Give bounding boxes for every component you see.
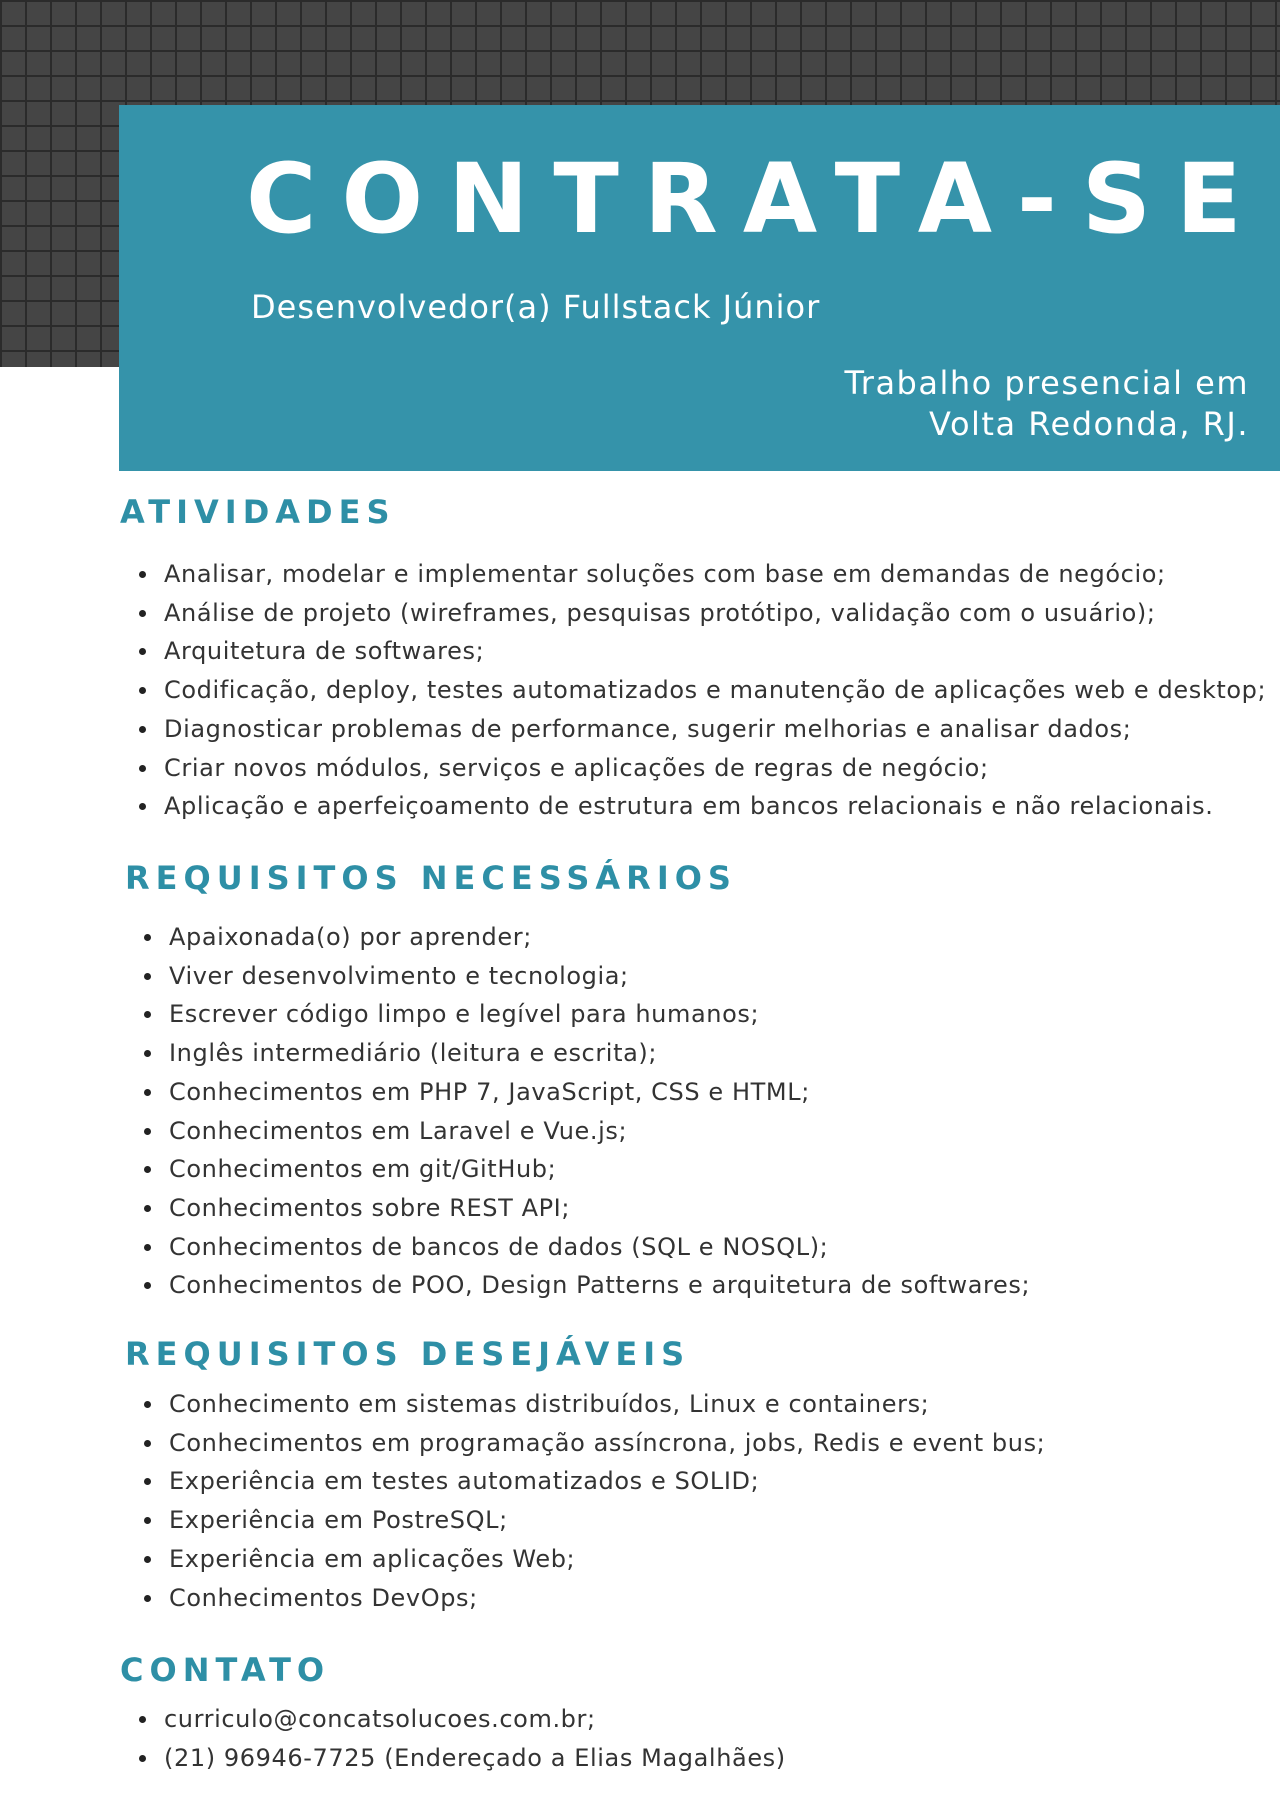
list-item: (21) 96946-7725 (Endereçado a Elias Magalhães) bbox=[132, 1739, 786, 1778]
list-item: Apaixonada(o) por aprender; bbox=[137, 918, 1030, 957]
list-item: Conhecimentos DevOps; bbox=[137, 1579, 1045, 1618]
job-title: Desenvolvedor(a) Fullstack Júnior bbox=[251, 288, 821, 326]
list-item: Conhecimentos de POO, Design Patterns e arquitetura de softwares; bbox=[137, 1266, 1030, 1305]
section-heading-requisitos-desejaveis: REQUISITOS DESEJÁVEIS bbox=[125, 1335, 691, 1373]
list-item: curriculo@concatsolucoes.com.br; bbox=[132, 1700, 786, 1739]
page-title: CONTRATA-SE bbox=[246, 143, 1267, 255]
section-heading-requisitos-necessarios: REQUISITOS NECESSÁRIOS bbox=[125, 859, 737, 897]
atividades-list bbox=[132, 555, 1266, 826]
list-item: Aplicação e aperfeiçoamento de estrutura em bancos relacionais e não relacionais. bbox=[132, 787, 1266, 826]
work-location bbox=[844, 363, 1249, 445]
list-item: Conhecimentos em Laravel e Vue.js; bbox=[137, 1112, 1030, 1151]
section-heading-contato: CONTATO bbox=[120, 1651, 331, 1689]
list-item: Viver desenvolvimento e tecnologia; bbox=[137, 957, 1030, 996]
list-item: Experiência em aplicações Web; bbox=[137, 1540, 1045, 1579]
list-item: Experiência em testes automatizados e SOLID; bbox=[137, 1462, 1045, 1501]
list-item: Inglês intermediário (leitura e escrita); bbox=[137, 1034, 1030, 1073]
list-item: Analisar, modelar e implementar soluções com base em demandas de negócio; bbox=[132, 555, 1266, 594]
contato-list bbox=[132, 1700, 786, 1777]
list-item: Conhecimentos em PHP 7, JavaScript, CSS e HTML; bbox=[137, 1073, 1030, 1112]
list-item: Codificação, deploy, testes automatizados e manutenção de aplicações web e desktop; bbox=[132, 671, 1266, 710]
list-item: Conhecimentos em programação assíncrona, jobs, Redis e event bus; bbox=[137, 1424, 1045, 1463]
list-item: Conhecimento em sistemas distribuídos, Linux e containers; bbox=[137, 1385, 1045, 1424]
list-item: Conhecimentos em git/GitHub; bbox=[137, 1150, 1030, 1189]
list-item: Diagnosticar problemas de performance, sugerir melhorias e analisar dados; bbox=[132, 710, 1266, 749]
requisitos-desejaveis-list bbox=[137, 1385, 1045, 1617]
list-item: Análise de projeto (wireframes, pesquisas protótipo, validação com o usuário); bbox=[132, 594, 1266, 633]
list-item: Escrever código limpo e legível para humanos; bbox=[137, 995, 1030, 1034]
list-item: Experiência em PostreSQL; bbox=[137, 1501, 1045, 1540]
work-location-line-2: Volta Redonda, RJ. bbox=[929, 405, 1249, 443]
header-banner bbox=[119, 105, 1280, 471]
section-heading-atividades: ATIVIDADES bbox=[120, 493, 396, 531]
list-item: Conhecimentos sobre REST API; bbox=[137, 1189, 1030, 1228]
list-item: Conhecimentos de bancos de dados (SQL e NOSQL); bbox=[137, 1228, 1030, 1267]
list-item: Arquitetura de softwares; bbox=[132, 632, 1266, 671]
list-item: Criar novos módulos, serviços e aplicações de regras de negócio; bbox=[132, 749, 1266, 788]
work-location-line-1: Trabalho presencial em bbox=[844, 364, 1249, 402]
requisitos-necessarios-list bbox=[137, 918, 1030, 1305]
